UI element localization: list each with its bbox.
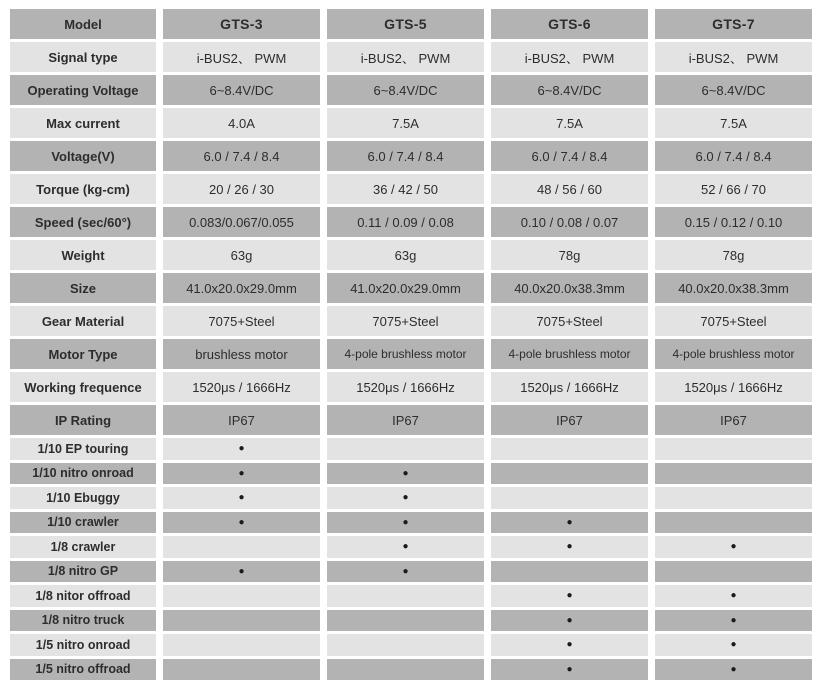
spec-value: 7.5A	[491, 108, 648, 138]
spec-value: 0.15 / 0.12 / 0.10	[655, 207, 812, 237]
spec-value: 6.0 / 7.4 / 8.4	[327, 141, 484, 171]
spec-value: 78g	[655, 240, 812, 270]
row-label: 1/10 EP touring	[10, 438, 156, 460]
application-empty-cell	[655, 463, 812, 485]
spec-value: 40.0x20.0x38.3mm	[491, 273, 648, 303]
application-dot: ●	[327, 512, 484, 534]
row-label: 1/10 nitro onroad	[10, 463, 156, 485]
spec-value: 7075+Steel	[163, 306, 320, 336]
application-empty-cell	[655, 487, 812, 509]
row-label: 1/5 nitro offroad	[10, 659, 156, 681]
application-dot: ●	[327, 536, 484, 558]
spec-value: 7075+Steel	[327, 306, 484, 336]
spec-value: 1520μs / 1666Hz	[327, 372, 484, 402]
application-empty-cell	[327, 438, 484, 460]
spec-value: IP67	[163, 405, 320, 435]
spec-value: 52 / 66 / 70	[655, 174, 812, 204]
row-label: 1/10 crawler	[10, 512, 156, 534]
spec-value: 6.0 / 7.4 / 8.4	[491, 141, 648, 171]
spec-value: 6.0 / 7.4 / 8.4	[163, 141, 320, 171]
spec-value: 1520μs / 1666Hz	[655, 372, 812, 402]
application-empty-cell	[491, 463, 648, 485]
row-label: Size	[10, 273, 156, 303]
application-dot: ●	[655, 659, 812, 681]
application-empty-cell	[655, 512, 812, 534]
column-header-gts-3: GTS-3	[163, 9, 320, 39]
application-empty-cell	[163, 610, 320, 632]
application-dot: ●	[655, 536, 812, 558]
spec-value: 7.5A	[327, 108, 484, 138]
spec-value: 0.11 / 0.09 / 0.08	[327, 207, 484, 237]
application-dot: ●	[491, 512, 648, 534]
spec-value: IP67	[327, 405, 484, 435]
application-dot: ●	[163, 487, 320, 509]
spec-value: 20 / 26 / 30	[163, 174, 320, 204]
spec-value: 1520μs / 1666Hz	[491, 372, 648, 402]
spec-value: i-BUS2、 PWM	[327, 42, 484, 72]
spec-value: 63g	[327, 240, 484, 270]
spec-value: 7075+Steel	[491, 306, 648, 336]
spec-value: 41.0x20.0x29.0mm	[327, 273, 484, 303]
spec-value: brushless motor	[163, 339, 320, 369]
row-label: Gear Material	[10, 306, 156, 336]
application-empty-cell	[327, 610, 484, 632]
row-label: 1/8 nitro truck	[10, 610, 156, 632]
row-label: Motor Type	[10, 339, 156, 369]
row-label: Max current	[10, 108, 156, 138]
row-label: 1/5 nitro onroad	[10, 634, 156, 656]
spec-value: 7075+Steel	[655, 306, 812, 336]
spec-value: 0.10 / 0.08 / 0.07	[491, 207, 648, 237]
row-label: Weight	[10, 240, 156, 270]
application-empty-cell	[491, 438, 648, 460]
column-header-model: Model	[10, 9, 156, 39]
row-label: Signal type	[10, 42, 156, 72]
application-dot: ●	[491, 610, 648, 632]
spec-value: i-BUS2、 PWM	[655, 42, 812, 72]
application-dot: ●	[655, 585, 812, 607]
row-label: 1/8 nitor offroad	[10, 585, 156, 607]
spec-value: 36 / 42 / 50	[327, 174, 484, 204]
row-label: 1/10 Ebuggy	[10, 487, 156, 509]
spec-value: 6.0 / 7.4 / 8.4	[655, 141, 812, 171]
spec-value: 1520μs / 1666Hz	[163, 372, 320, 402]
column-header-gts-5: GTS-5	[327, 9, 484, 39]
application-empty-cell	[163, 585, 320, 607]
application-dot: ●	[491, 634, 648, 656]
spec-value: 0.083/0.067/0.055	[163, 207, 320, 237]
spec-value: i-BUS2、 PWM	[491, 42, 648, 72]
application-dot: ●	[655, 634, 812, 656]
column-header-gts-6: GTS-6	[491, 9, 648, 39]
application-dot: ●	[163, 561, 320, 583]
spec-value: 7.5A	[655, 108, 812, 138]
spec-value: IP67	[655, 405, 812, 435]
application-dot: ●	[163, 463, 320, 485]
application-empty-cell	[327, 585, 484, 607]
spec-value: 41.0x20.0x29.0mm	[163, 273, 320, 303]
application-dot: ●	[491, 585, 648, 607]
application-dot: ●	[327, 487, 484, 509]
spec-value: 6~8.4V/DC	[163, 75, 320, 105]
application-empty-cell	[655, 438, 812, 460]
row-label: IP Rating	[10, 405, 156, 435]
row-label: Operating Voltage	[10, 75, 156, 105]
spec-value: 4-pole brushless motor	[655, 339, 812, 369]
row-label: Voltage(V)	[10, 141, 156, 171]
application-empty-cell	[163, 634, 320, 656]
spec-value: 4-pole brushless motor	[491, 339, 648, 369]
row-label: Torque (kg-cm)	[10, 174, 156, 204]
spec-value: i-BUS2、 PWM	[163, 42, 320, 72]
spec-value: IP67	[491, 405, 648, 435]
application-dot: ●	[655, 610, 812, 632]
spec-value: 6~8.4V/DC	[491, 75, 648, 105]
application-dot: ●	[491, 536, 648, 558]
spec-value: 63g	[163, 240, 320, 270]
spec-value: 78g	[491, 240, 648, 270]
row-label: Speed (sec/60°)	[10, 207, 156, 237]
column-header-gts-7: GTS-7	[655, 9, 812, 39]
application-empty-cell	[655, 561, 812, 583]
application-empty-cell	[491, 487, 648, 509]
spec-value: 48 / 56 / 60	[491, 174, 648, 204]
application-dot: ●	[327, 561, 484, 583]
application-empty-cell	[163, 536, 320, 558]
spec-value: 6~8.4V/DC	[655, 75, 812, 105]
spec-table	[10, 9, 812, 680]
row-label: Working frequence	[10, 372, 156, 402]
row-label: 1/8 crawler	[10, 536, 156, 558]
spec-value: 4-pole brushless motor	[327, 339, 484, 369]
application-dot: ●	[163, 438, 320, 460]
spec-value: 6~8.4V/DC	[327, 75, 484, 105]
application-dot: ●	[163, 512, 320, 534]
application-empty-cell	[327, 634, 484, 656]
application-dot: ●	[491, 659, 648, 681]
application-dot: ●	[327, 463, 484, 485]
application-empty-cell	[491, 561, 648, 583]
application-empty-cell	[163, 659, 320, 681]
application-empty-cell	[327, 659, 484, 681]
row-label: 1/8 nitro GP	[10, 561, 156, 583]
spec-value: 40.0x20.0x38.3mm	[655, 273, 812, 303]
spec-value: 4.0A	[163, 108, 320, 138]
